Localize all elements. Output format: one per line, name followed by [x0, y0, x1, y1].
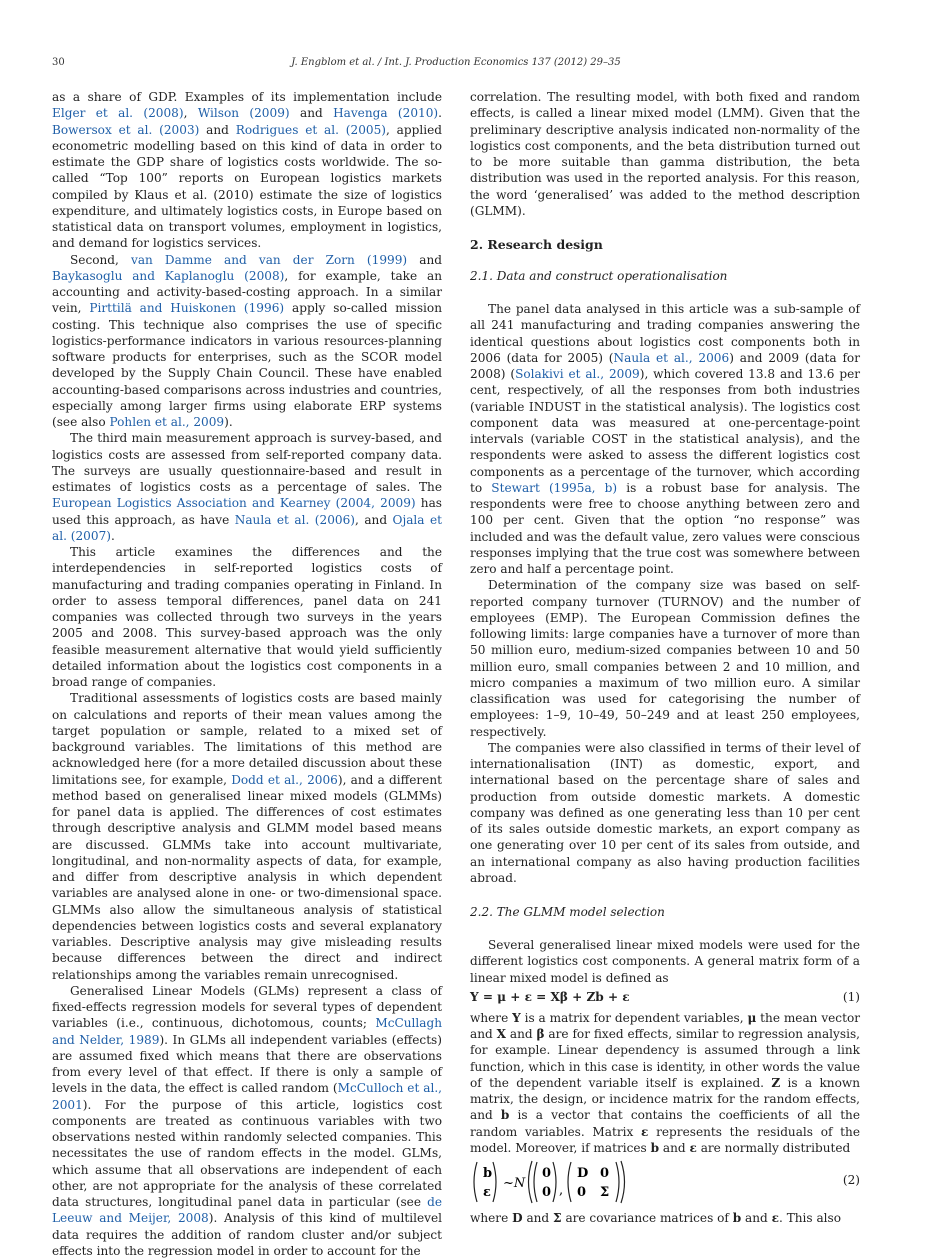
citation-link[interactable]: Pirttilä and Huiskonen (1996)	[89, 301, 285, 316]
citation-link[interactable]: Havenga (2010)	[333, 106, 439, 121]
citation-link[interactable]: Elger et al. (2008)	[52, 106, 184, 121]
cov-bottom-left: 0	[577, 1185, 587, 1200]
mean-bottom: 0	[542, 1185, 552, 1200]
citation-link[interactable]: Rodrigues et al. (2005)	[235, 122, 386, 137]
math-symbol: Z	[771, 1075, 781, 1090]
vector-bottom: ε	[483, 1185, 491, 1200]
text-run: as a share of GDP. Examples of its implementation include	[52, 90, 442, 104]
text-run: the mean vector and	[470, 1010, 861, 1041]
journal-citation: J. Engblom et al. / Int. J. Production Economics 137 (2012) 29–35	[291, 57, 621, 68]
cov-top-left: D	[577, 1166, 589, 1181]
text-run: The third main measurement approach is survey-based, and logistics costs are assessed from self-reported company data. The surveys are usually questionnaire-based and result in estimates of logistics costs as a percentage of sales. The	[52, 431, 442, 494]
subsection-heading: 2.2. The GLMM model selection	[470, 905, 665, 919]
citation-link[interactable]: McCullagh and Nelder, 1989	[52, 1016, 442, 1047]
text-run: and	[199, 122, 236, 137]
paragraph	[52, 430, 442, 544]
text-run: is a robust base for analysis. The respondents were free to choose anything between zero and 100 per cent. Given that the option “no response” was included and was the default value, zero values were conscious responses implying that the true cost was somewhere between zero and half a percentage point.	[470, 480, 860, 576]
paragraph	[52, 544, 442, 690]
paragraph	[470, 301, 860, 577]
math-symbol: ε	[771, 1211, 779, 1225]
math-symbol: ε	[689, 1140, 697, 1155]
right-column	[470, 89, 860, 1226]
citation-link[interactable]: European Logistics Association and Kearney (2004, 2009)	[52, 496, 416, 511]
paragraph	[470, 89, 860, 219]
citation-link[interactable]: van Damme and van der Zorn (1999)	[130, 252, 408, 267]
text-run: where	[470, 1010, 513, 1025]
citation-link[interactable]: Naula et al. (2006)	[234, 512, 355, 527]
text-run: and	[506, 1027, 537, 1041]
citation-link[interactable]: Bowersox et al. (2003)	[52, 122, 200, 137]
text-run: Traditional assessments of logistics costs are based mainly on calculations and reports of their mean values among the target population or sample, related to a mixed set of background variables. The limitations of this method are acknowledged here (for a more detailed discussion about these limitations see, for example,	[52, 691, 442, 787]
text-run: Generalised Linear Models (GLMs) represent a class of fixed-effects regression models for several types of dependent variables (i.e., continuous, dichotomous, counts;	[52, 983, 442, 1031]
citation-link[interactable]: Dodd et al., 2006	[231, 772, 338, 787]
paragraph	[52, 89, 442, 252]
math-symbol: b	[500, 1108, 510, 1123]
equation-number: (1)	[842, 989, 860, 1004]
equation-number: (2)	[842, 1173, 860, 1187]
text-run: apply so-called mission costing. This technique also comprises the use of specific logistics-performance indicators in various resources-planning software products for enterprises, such as the SCOR model developed by the Supply Chain Council. These have enabled accounting-based comparisons across industries and countries, especially among larger firms using elaborate ERP systems (see also	[52, 301, 442, 429]
paragraph	[470, 1010, 860, 1156]
math-symbol: Y	[512, 1010, 521, 1025]
citation-link[interactable]: Naula et al., 2006	[613, 350, 730, 365]
left-column	[52, 89, 442, 1259]
text-run: are for fixed effects, similar to regression analysis, for example. Linear dependency is assumed through a link function, which in this case is identity, in other words the value of the dependent variable itself is explained.	[470, 1027, 861, 1090]
text-run: .	[438, 106, 442, 121]
text-run: represents the residuals of the model. Moreover, if matrices	[470, 1124, 860, 1155]
text-run: ,	[183, 106, 198, 121]
text-run: and	[522, 1211, 554, 1225]
math-symbol: X	[496, 1027, 507, 1041]
text-run: are covariance matrices of	[561, 1211, 733, 1225]
text-run: ). For the purpose of this article, logistics cost components are treated as continuous variables with two observations nested within randomly selected companies. This necessitates the use of random effects in the model. GLMs, which assume that all observations are independent of each other, are not appropriate for the analysis of these correlated data structures, longitudinal panel data in particular (see	[52, 1097, 442, 1209]
text-run: .	[110, 528, 115, 543]
mean-top: 0	[542, 1166, 552, 1181]
paragraph	[52, 983, 442, 1259]
paragraph	[470, 740, 860, 886]
citation-link[interactable]: Pohlen et al., 2009	[109, 415, 225, 429]
citation-link[interactable]: McCulloch et al., 2001	[52, 1081, 443, 1112]
text-run: is a matrix for dependent variables,	[520, 1010, 748, 1025]
text-run: where	[470, 1211, 513, 1225]
paragraph	[52, 252, 442, 431]
citation-link[interactable]: de Leeuw and Meijer, 2008	[52, 1195, 442, 1226]
cov-top-right: 0	[600, 1166, 610, 1181]
text-run: correlation. The resulting model, with both fixed and random effects, is called a linear mixed model (LMM). Given that the preliminary descriptive analysis indicated non-normality of the logistics cost components, and the beta distribution turned out to be more suitable than gamma distribution, the beta distribution was used in the reported analysis. For this reason, the word ‘generalised’ was added to the method description (GLMM).	[470, 90, 860, 218]
text-run: and	[659, 1140, 690, 1155]
text-run: . This also	[779, 1211, 842, 1225]
text-run: The companies were also classified in terms of their level of internationalisation (INT) as domestic, export, and international based on the percentage share of sales and production from outside domestic markets. A domestic company was defined as one generating less than 10 per cent of its sales outside domestic markets, an export company as one generating over 10 per cent of its sales from outside, and an international company as also having production facilities abroad.	[470, 740, 860, 885]
text-run: ), and a different method based on generalised linear mixed models (GLMMs) for panel data is applied. The differences of cost estimates through descriptive analysis and GLMM model based means are discussed. GLMMs take into account multivariate, longitudinal, and non-normality aspects of data, for example, and differ from descriptive analysis in which dependent variables are analysed alone in one- or two-dimensional space. GLMMs also allow the simultaneous analysis of statistical dependencies between logistics costs and several explanatory variables. Descriptive analysis may give misleading results because differences between the direct and indirect relationships among the variables remain unrecognised.	[52, 772, 442, 982]
paragraph	[470, 937, 860, 986]
equation-2	[470, 1158, 860, 1206]
running-header	[52, 55, 860, 71]
citation-link[interactable]: Wilson (2009)	[197, 106, 290, 121]
math-symbol: D	[512, 1211, 523, 1225]
paragraph	[470, 1210, 860, 1226]
cov-bottom-right: Σ	[600, 1185, 610, 1200]
math-symbol: β	[536, 1027, 545, 1041]
math-symbol: ε	[641, 1124, 649, 1139]
text-run: and	[289, 106, 334, 121]
paragraph	[470, 577, 860, 740]
text-run: , and	[355, 512, 393, 527]
text-run: and	[741, 1211, 772, 1225]
text-run: ). In GLMs all independent variables (effects) are assumed fixed which means that there are observations from every level of that effect. If there is only a sample of levels in the data, the effect is called random (	[52, 1032, 442, 1096]
math-symbol: μ	[747, 1010, 757, 1025]
text-run: , applied econometric modelling based on this kind of data in order to estimate the GDP share of logistics costs worldwide. The so-called “Top 100” reports on European logistics markets compiled by Klaus et al. (2010) estimate the size of logistics expenditure, and ultimately logistics costs, in Europe based on statistical data on transport volumes, employment in logistics, and demand for logistics services.	[52, 122, 442, 251]
text-run: ) and 2009 (data for 2008) (	[470, 350, 860, 381]
text-run: ).	[224, 415, 233, 429]
text-run: are normally distributed	[696, 1140, 851, 1155]
equation-1	[470, 986, 860, 1008]
vector-top: b	[483, 1166, 493, 1181]
text-run: is a vector that contains the coefficients of all the random variables. Matrix	[470, 1108, 861, 1139]
text-run: The panel data analysed in this article was a sub-sample of all 241 manufacturing and trading companies answering the identical questions about logistics cost components both in 2006 (data for 2005) (	[470, 302, 860, 365]
text-run: ). Analysis of this kind of multilevel data requires the addition of random cluster and/or subject effects into the regression model in order to account for the	[52, 1211, 442, 1258]
distribution-symbol: ~N	[503, 1176, 526, 1191]
text-run: , for example, take an accounting and activity-based-costing approach. In a similar vein,	[52, 268, 442, 316]
text-run: and	[407, 252, 442, 267]
text-run: Determination of the company size was based on self-reported company turnover (TURNOV) and the number of employees (EMP). The European Commission defines the following limits: large companies have a turnover of more than 50 million euro, medium-sized companies between 10 and 50 million euro, small companies between 2 and 10 million, and micro companies a maximum of two million euro. A similar classification was used for categorising the number of employees: 1–9, 10–49, 50–249 and at least 250 employees, respectively.	[470, 578, 860, 739]
math-symbol: b	[732, 1211, 742, 1225]
text-run: is a known matrix, the design, or incidence matrix for the random effects, and	[470, 1075, 861, 1123]
page-number: 30	[52, 57, 65, 68]
text-run: This article examines the differences and the interdependencies in self-reported logistics costs of manufacturing and trading companies operating in Finland. In order to assess temporal differences, panel data on 241 companies was collected through two surveys in the years 2005 and 2008. This survey-based approach was the only feasible measurement alternative that would yield sufficiently detailed information about the logistics cost components in a broad range of companies.	[52, 545, 442, 689]
text-run: Several generalised linear mixed models were used for the different logistics cost components. A general matrix form of a linear mixed model is defined as	[470, 938, 860, 985]
section-heading: 2. Research design	[470, 237, 603, 252]
equation-2-svg	[470, 1158, 670, 1206]
citation-link[interactable]: Stewart (1995a, b)	[491, 480, 618, 495]
citation-link[interactable]: Baykasoglu and Kaplanoglu (2008)	[52, 268, 285, 283]
text-run: Second,	[70, 252, 131, 267]
math-symbol: Σ	[553, 1211, 562, 1225]
text-run: ), which covered 13.8 and 13.6 per cent, respectively, of all the responses from both industries (variable INDUST in the statistical analysis). The logistics cost component data was measured at one-percentage-point intervals (variable COST in the statistical analysis), and the respondents were asked to assess the different logistics cost components as a percentage of the turnover, which according to	[470, 367, 861, 495]
math-symbol: b	[650, 1140, 660, 1155]
equation-body: Y = μ + ε = Xβ + Zb + ε	[470, 989, 630, 1004]
citation-link[interactable]: Ojala et al. (2007)	[52, 512, 442, 543]
paragraph	[52, 690, 442, 983]
citation-link[interactable]: Solakivi et al., 2009	[515, 367, 640, 381]
svg-text:,: ,	[559, 1183, 564, 1198]
subsection-heading: 2.1. Data and construct operationalisation	[470, 269, 728, 283]
text-run: has used this approach, as have	[52, 496, 442, 527]
